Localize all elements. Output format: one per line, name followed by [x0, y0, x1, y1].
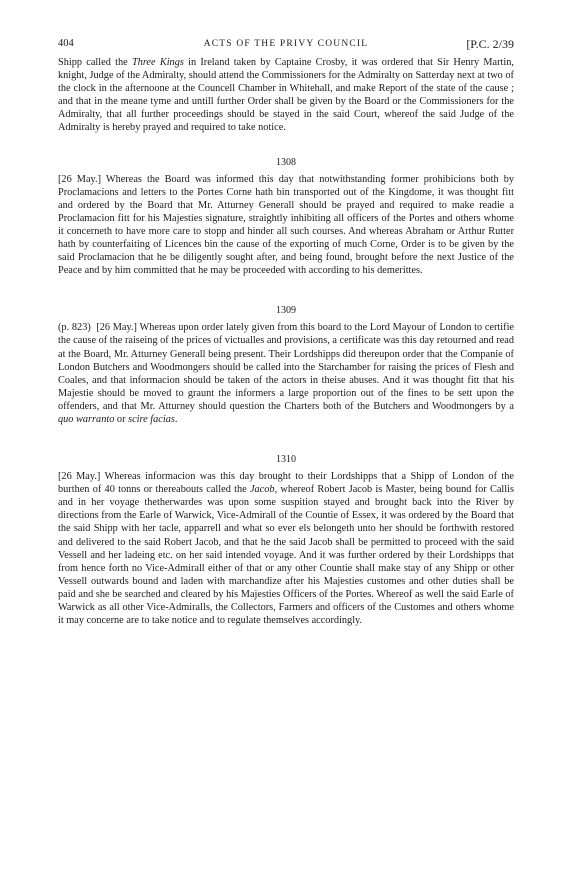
writ-name: scire facias [128, 413, 175, 425]
intro-text-rest: in Ireland taken by Captaine Crosby, it was ordered that Sir Henry Martin, knight, Judge of the Admiralty, should attend the Commissioners for the Admiralty on Satterday next at two of the clock in the afternoone at the Councell Chamber in Whitehall, and make Report of the state of the cause ; and that in the meane tyme and untill further Order shall be given by the Board or the Commissioners for the Admiralty, that all further proceedings should be stayed in the said Court, whereof the said Judge of the Admiralty is hereby prayed and required to take notice. [58, 57, 515, 134]
entry-1308-text [58, 173, 514, 278]
entry-body-rest: , whereof Robert Jacob is Master, being bound for Callis and in her voyage thetherwardes was upon some suspition stayed and brought back into the River by directions from the Earle of Warwick, Vice-Admirall of the Countie of Essex, it was ordered by the Board that the said Shipp with her tacle, apparrell and what so ever els belongeth unto her should be forthwith restored and delivered to the said Robert Jacob, and that he the said Jacob shall be permitted to proceed with the said Vessell and her ladeing etc. on her said intended voyage. And it was further ordered by their Lordshipps that from hence forth no Vice-Admirall either of that or any other Countie shall make stay of any Shipp or other Vessell outwards bound and laden with marchandize after his Majesties customes and other duties shall be paid and she be searched and cleared by his Majesties Officers of the Portes. Whereof as well the said Earle of Warwick as all other Vice-Admiralls, the Collectors, Farmers and officers of the Customes and others whome it may concerne are to take notice and to regulate themselves accordingly. [58, 484, 515, 627]
ship-name: Three Kings [131, 57, 184, 68]
running-head [58, 36, 514, 52]
entry-number-1308: 1308 [276, 156, 296, 168]
intro-text-start: Shipp called the [58, 57, 132, 68]
running-title: ACTS OF THE PRIVY COUNCIL [203, 39, 369, 49]
entry-body: Whereas informacion was this day brought to their Lordshipps that a Shipp of London of the burthen of 40 tonns or thereabouts called the [58, 471, 514, 496]
entry-body: Whereas upon order lately given from this board to the Lord Mayour of London to certifie the cause of the raiseing of the prices of victualles and provisions, a certificate was this day retourned and read at the Board, Mr. Atturney Generall being present. Their Lordshipps did thereupon order that the Companie of London Butchers and Woodmongers should be called into the Starchamber for raising the prices of Flesh and Coales, and that informacion should be taken of the actors in theise abuses. And it was thought fitt that his Majestie should be moved to graunt the informers a large proportion out of the fines to be sett upon the offenders, and that Mr. Atturney should question the Charters both of the Butchers and Woodmongers by a [58, 322, 514, 412]
entry-date: [26 May.] [58, 471, 101, 483]
entry-body: Whereas the Board was informed this day that notwithstanding former prohibicions both by Proclamacions and letters to the Portes Corne hath bin transported out of the Kingdome, it was thought fitt and ordered by the Board that Mr. Atturney Generall should be prayed and required to make readie a Proclamacion fitt for his Majesties signature, straightly inhibiting all officers of the Portes and others whome it concerneth to have more care to stopp and hinder all such courses. And whereas Abraham or Arthur Rutter hath by counterfaiting of Licences bin the cause of the exporting of much Corne, Order is to be given by the said Proclamacion that he be diligently sought after, and being found, brought before the next Justice of the Peace and by him committed that he may be proceeded with according to his demerittes. [58, 173, 514, 277]
page-reference: (p. 823) [58, 322, 91, 334]
writ-name: quo warranto [58, 413, 115, 425]
entry-body-end: . [174, 413, 178, 425]
entry-date: [26 May.] [96, 322, 137, 334]
entry-1310-text [58, 470, 514, 627]
entry-number-1309: 1309 [276, 305, 296, 317]
document-page [58, 36, 514, 627]
page-number: 404 [58, 38, 74, 49]
entry-date: [26 May.] [58, 173, 102, 185]
entry-number-1310: 1310 [276, 454, 296, 466]
continued-paragraph [58, 56, 514, 135]
entry-body-join: or [114, 413, 129, 425]
document-reference: [P.C. 2/39 [466, 37, 514, 51]
ship-name: Jacob [249, 484, 275, 496]
entry-1309-text [58, 321, 514, 426]
